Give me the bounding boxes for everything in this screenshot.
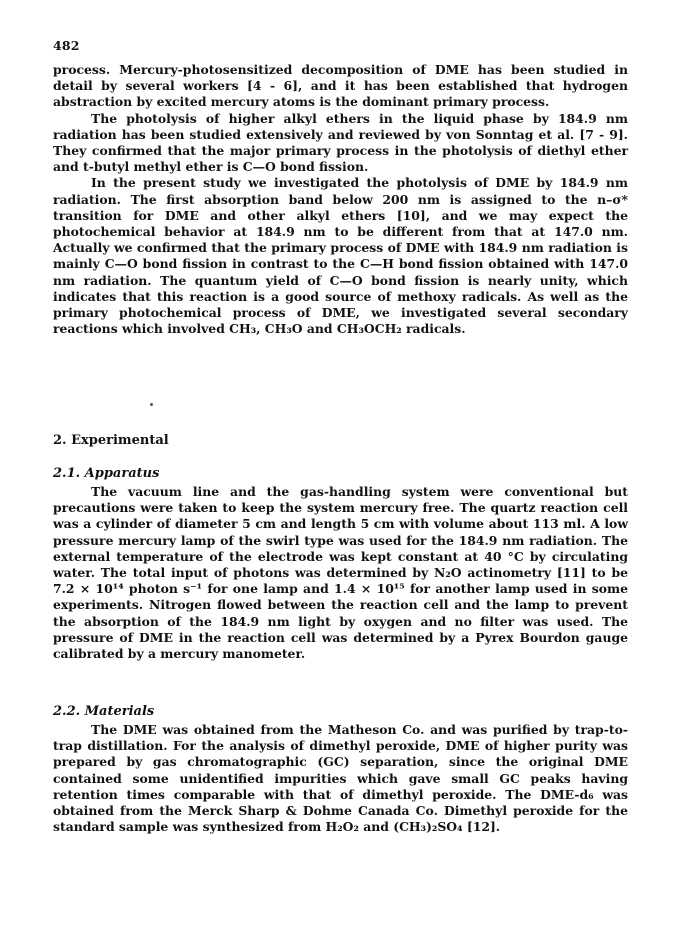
intro-paragraph-2: The photolysis of higher alkyl ethers in the liquid phase by 184.9 nm radiation has been studied extensively and reviewed by von Sonntag et al. [7 - 9]. They confirmed that the major primary process in the photolysis of diethyl ether and t-butyl methyl ether is C—O bond fission. bbox=[53, 110, 628, 175]
scan-speck bbox=[150, 403, 153, 406]
materials-paragraph: The DME was obtained from the Matheson Co. and was purified by trap-to-trap distillation. For the analysis of dimethyl peroxide, DME of higher purity was prepared by gas chromatographic (GC) separation, since the original DME contained some unidentified impurities which gave small GC peaks having retention times comparable with that of dimethyl peroxide. The DME-d₆ was obtained from the Merck Sharp & Dohme Canada Co. Dimethyl peroxide for the standard sample was synthesized from H₂O₂ and (CH₃)₂SO₄ [12]. bbox=[53, 722, 628, 835]
apparatus-text bbox=[53, 484, 628, 662]
subsection-heading-materials: 2.2. Materials bbox=[53, 704, 155, 719]
section-heading-experimental: 2. Experimental bbox=[53, 433, 169, 448]
intro-text bbox=[53, 62, 628, 337]
apparatus-paragraph: The vacuum line and the gas-handling system were conventional but precautions were taken to keep the system mercury free. The quartz reaction cell was a cylinder of diameter 5 cm and length 5 cm with volume about 113 ml. A low pressure mercury lamp of the swirl type was used for the 184.9 nm radiation. The external temperature of the electrode was kept constant at 40 °C by circulating water. The total input of photons was determined by N₂O actinometry [11] to be 7.2 × 10¹⁴ photon s⁻¹ for one lamp and 1.4 × 10¹⁵ for another lamp used in some experiments. Nitrogen flowed between the reaction cell and the lamp to prevent the absorption of the 184.9 nm light by oxygen and no filter was used. The pressure of DME in the reaction cell was determined by a Pyrex Bourdon gauge calibrated by a mercury manometer. bbox=[53, 484, 628, 662]
intro-paragraph-1: process. Mercury-photosensitized decomposition of DME has been studied in detail by several workers [4 - 6], and it has been established that hydrogen abstraction by excited mercury atoms is the dominant primary process. bbox=[53, 62, 628, 110]
subsection-heading-apparatus: 2.1. Apparatus bbox=[53, 466, 160, 481]
intro-paragraph-3: In the present study we investigated the photolysis of DME by 184.9 nm radiation. The first absorption band below 200 nm is assigned to the n–σ* transition for DME and other alkyl ethers [10], and we may expect the photochemical behavior at 184.9 nm to be different from that at 147.0 nm. Actually we confirmed that the primary process of DME with 184.9 nm radiation is mainly C—O bond fission in contrast to the C—H bond fission obtained with 147.0 nm radiation. The quantum yield of C—O bond fission is nearly unity, which indicates that this reaction is a good source of methoxy radicals. As well as the primary photochemical process of DME, we investigated several secondary reactions which involved CH₃, CH₃O and CH₃OCH₂ radicals. bbox=[53, 175, 628, 337]
page-number: 482 bbox=[53, 38, 80, 53]
materials-text bbox=[53, 722, 628, 835]
